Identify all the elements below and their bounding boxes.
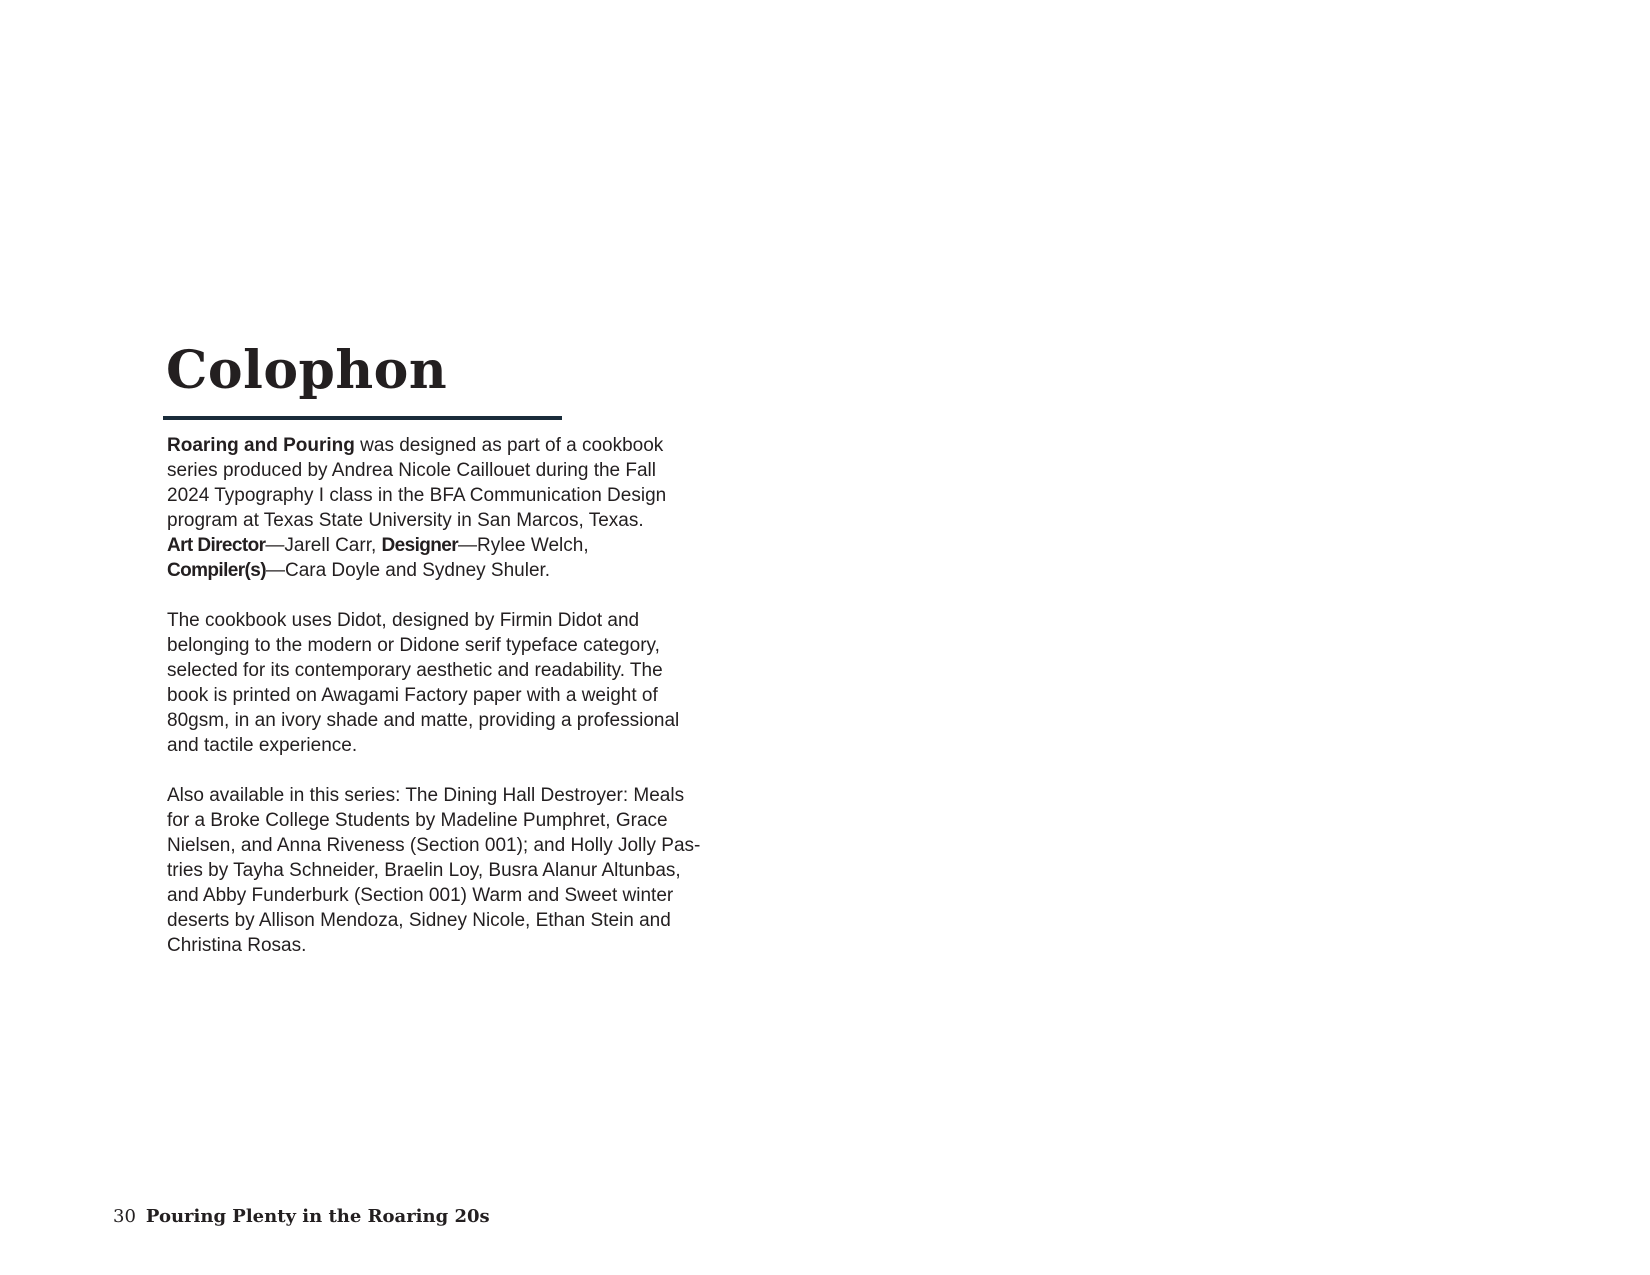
series-line: for a Broke College Students by Madeline Pumphret, Grace [167, 810, 668, 831]
art-director-value: —Jarell Carr, [265, 535, 382, 556]
series-line: Also available in this series: The Dining Hall Destroyer: Meals [167, 785, 685, 806]
typography-line: belonging to the modern or Didone serif typeface category, [167, 635, 660, 656]
compilers-label: Compiler(s) [167, 560, 266, 581]
intro-line-2: series produced by Andrea Nicole Caillouet during the Fall [167, 460, 656, 481]
book-name: Roaring and Pouring [167, 435, 355, 456]
intro-line-1-rest: was designed as part of a cookbook [354, 435, 664, 456]
running-title: Pouring Plenty in the Roaring 20s [145, 1206, 490, 1227]
intro-line-4: program at Texas State University in San Marcos, Texas. [167, 510, 644, 531]
series-line: Christina Rosas. [167, 935, 307, 956]
credits-line-2 [167, 558, 697, 583]
intro-line-3: 2024 Typography I class in the BFA Communication Design [167, 485, 667, 506]
page-footer [113, 1205, 490, 1229]
intro-line-1 [167, 433, 697, 458]
page-number: 30 [113, 1206, 136, 1227]
series-line: deserts by Allison Mendoza, Sidney Nicole, Ethan Stein and [167, 910, 671, 931]
typography-line: book is printed on Awagami Factory paper with a weight of [167, 685, 658, 706]
title-underline-rule [163, 416, 562, 420]
series-paragraph [167, 783, 701, 958]
colophon-body [167, 433, 701, 958]
typography-line: and tactile experience. [167, 735, 358, 756]
series-line: and Abby Funderburk (Section 001) Warm and Sweet winter [167, 885, 674, 906]
compilers-value: —Cara Doyle and Sydney Shuler. [265, 560, 551, 581]
credits-line-1 [167, 533, 697, 558]
series-line: Nielsen, and Anna Riveness (Section 001); and Holly Jolly Pas- [167, 835, 701, 856]
typography-line: 80gsm, in an ivory shade and matte, providing a professional [167, 710, 680, 731]
typography-line: The cookbook uses Didot, designed by Firmin Didot and [167, 610, 640, 631]
intro-paragraph [167, 433, 697, 583]
series-line: tries by Tayha Schneider, Braelin Loy, Busra Alanur Altunbas, [167, 860, 681, 881]
designer-value: —Rylee Welch, [458, 535, 589, 556]
page-title: Colophon [166, 340, 448, 401]
art-director-label: Art Director [167, 535, 266, 556]
designer-label: Designer [381, 535, 459, 556]
typography-paragraph [167, 608, 697, 758]
typography-line: selected for its contemporary aesthetic and readability. The [167, 660, 663, 681]
